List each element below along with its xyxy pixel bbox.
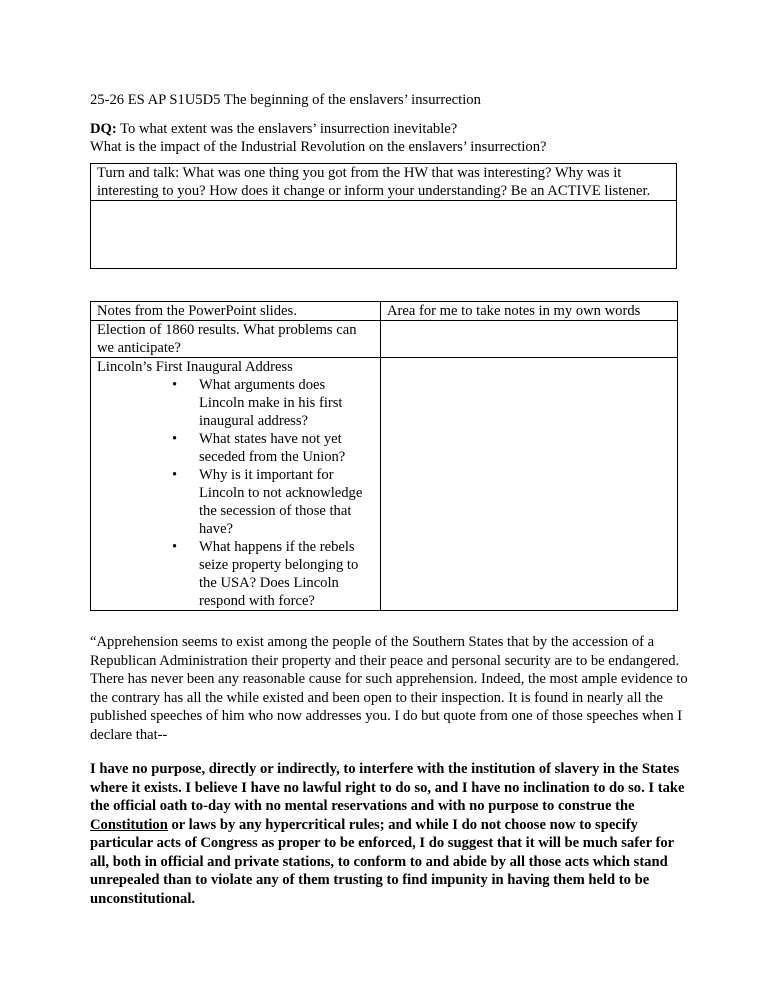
page-title: 25-26 ES AP S1U5D5 The beginning of the enslavers’ insurrection [90,92,481,108]
notes-row2-answer-area[interactable] [381,358,678,611]
notes-row1-answer-area[interactable] [381,321,678,358]
quote-paragraph-2 [90,760,690,908]
notes-col1-header: Notes from the PowerPoint slides. [91,302,381,321]
turn-and-talk-response-area[interactable] [91,201,676,268]
list-item: • What happens if the rebels seize property belonging to the USA? Does Lincoln respond with force? [199,538,374,610]
constitution-link[interactable]: Constitution [90,816,168,833]
quote-paragraph-1: “Apprehension seems to exist among the people of the Southern States that by the accession of a Republican Administration their property and their peace and personal security are to be endangered. There has never been any reasonable cause for such apprehension. Indeed, the most ample evidence to the contrary has all the while existed and been open to their inspection. It is found in nearly all the published speeches of him who now addresses you. I do but quote from one of those speeches when I declare that-- [90,634,688,743]
notes-col2-header: Area for me to take notes in my own words [381,302,678,321]
notes-row2-prompt [91,358,381,611]
inaugural-quote [90,633,690,908]
turn-and-talk-prompt: Turn and talk: What was one thing you got from the HW that was interesting? Why was it interesting to you? How does it change or inform your understanding? Be an ACTIVE listener. [91,164,676,201]
dq-line-1 [90,120,546,138]
table-row [91,321,678,358]
notes-row2-heading: Lincoln’s First Inaugural Address [97,359,293,375]
list-item: • What arguments does Lincoln make in his first inaugural address? [199,376,374,430]
notes-table [90,301,678,611]
turn-and-talk-box [90,163,677,269]
quote-paragraph-2-end: or laws by any hypercritical rules; and while I do not choose now to specify particular acts of Congress as proper to be enforced, I do suggest that it will be much safer for all, both in official and private stations, to conform to and abide by all those acts which stand unrepealed than to violate any of them trusting to find impunity in having them held to be unconstitutional. [90,816,674,907]
driving-questions [90,120,546,156]
table-row [91,358,678,611]
dq-question-2: What is the impact of the Industrial Revolution on the enslavers’ insurrection? [90,139,547,155]
quote-paragraph-2-start: I have no purpose, directly or indirectly, to interfere with the institution of slavery in the States where it exists. I believe I have no lawful right to do so, and I have no inclination to do so. I take the official oath to-day with no mental reservations and with no purpose to construe the [90,761,685,814]
dq-label: DQ: [90,121,117,137]
dq-question-1: To what extent was the enslavers’ insurrection inevitable? [116,121,458,137]
notes-row1-prompt: Election of 1860 results. What problems can we anticipate? [91,321,381,358]
list-item: • What states have not yet seceded from the Union? [199,430,374,466]
notes-row2-bullet-list [97,376,374,610]
table-row [91,302,678,321]
list-item: • Why is it important for Lincoln to not acknowledge the secession of those that have? [199,466,374,538]
